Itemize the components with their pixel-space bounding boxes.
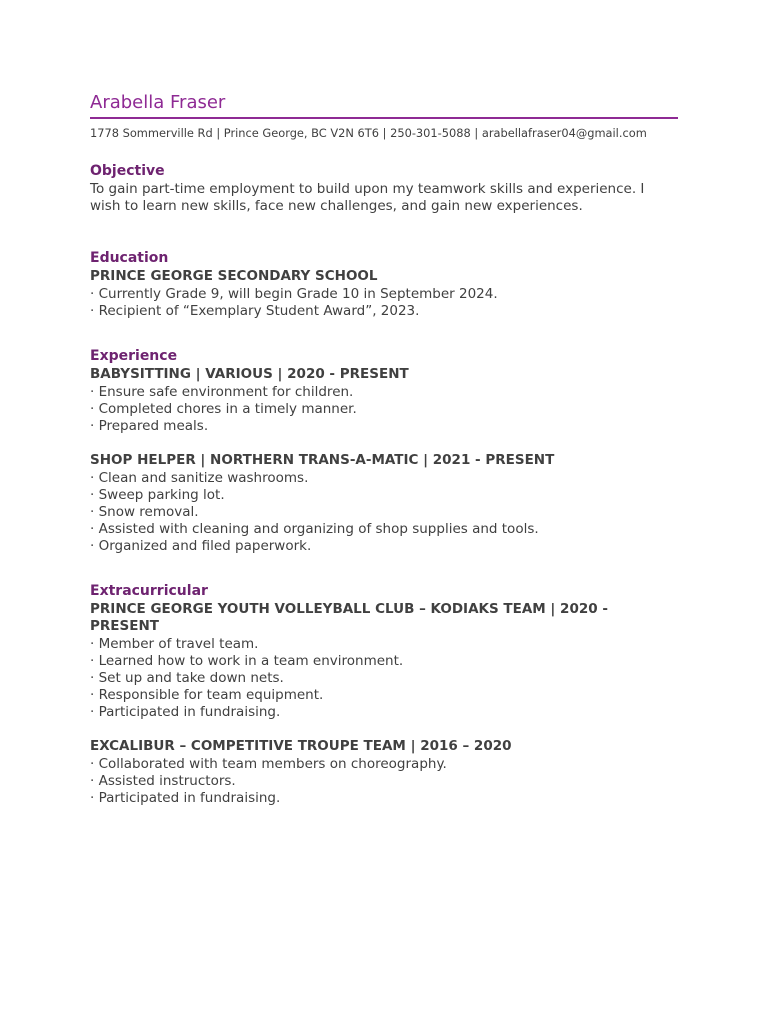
job-duties-list bbox=[90, 470, 678, 555]
list-item: · Prepared meals. bbox=[90, 418, 209, 434]
experience-section bbox=[90, 346, 678, 555]
objective-section bbox=[90, 161, 678, 215]
extracurricular-section bbox=[90, 581, 678, 807]
list-item: · Collaborated with team members on choreography. bbox=[90, 756, 447, 772]
section-title-experience: Experience bbox=[90, 348, 178, 364]
objective-text: To gain part-time employment to build upon my teamwork skills and experience. I wish to learn new skills, face new challenges, and gain new experiences. bbox=[90, 181, 645, 214]
section-title-extracurricular: Extracurricular bbox=[90, 583, 208, 599]
list-item: · Member of travel team. bbox=[90, 636, 259, 652]
list-item: · Sweep parking lot. bbox=[90, 487, 225, 503]
list-item: · Participated in fundraising. bbox=[90, 790, 281, 806]
job-title: BABYSITTING | VARIOUS | 2020 - PRESENT bbox=[90, 366, 409, 382]
activity-entry bbox=[90, 601, 678, 721]
list-item: · Completed chores in a timely manner. bbox=[90, 401, 357, 417]
activity-list bbox=[90, 636, 678, 721]
education-section bbox=[90, 248, 678, 320]
list-item: · Clean and sanitize washrooms. bbox=[90, 470, 309, 486]
list-item: · Currently Grade 9, will begin Grade 10 in September 2024. bbox=[90, 286, 498, 302]
list-item: · Learned how to work in a team environment. bbox=[90, 653, 404, 669]
list-item: · Set up and take down nets. bbox=[90, 670, 284, 686]
list-item: · Ensure safe environment for children. bbox=[90, 384, 354, 400]
section-title-education: Education bbox=[90, 250, 169, 266]
activity-title: EXCALIBUR – COMPETITIVE TROUPE TEAM | 2016 – 2020 bbox=[90, 738, 512, 754]
job-duties-list bbox=[90, 384, 678, 435]
section-title-objective: Objective bbox=[90, 163, 165, 179]
contact-line: 1778 Sommerville Rd | Prince George, BC V2N 6T6 | 250-301-5088 | arabellafraser04@gmail.com bbox=[90, 126, 647, 140]
job-entry bbox=[90, 452, 678, 555]
list-item: · Recipient of “Exemplary Student Award”, 2023. bbox=[90, 303, 420, 319]
list-item: · Assisted with cleaning and organizing of shop supplies and tools. bbox=[90, 521, 539, 537]
list-item: · Responsible for team equipment. bbox=[90, 687, 324, 703]
activity-list bbox=[90, 756, 678, 807]
activity-title: PRINCE GEORGE YOUTH VOLLEYBALL CLUB – KODIAKS TEAM | 2020 - PRESENT bbox=[90, 601, 608, 634]
list-item: · Assisted instructors. bbox=[90, 773, 236, 789]
job-entry bbox=[90, 366, 678, 435]
list-item: · Snow removal. bbox=[90, 504, 199, 520]
list-item: · Participated in fundraising. bbox=[90, 704, 281, 720]
education-list bbox=[90, 286, 678, 320]
education-school: PRINCE GEORGE SECONDARY SCHOOL bbox=[90, 268, 378, 284]
header-divider bbox=[90, 117, 678, 119]
resume-name: Arabella Fraser bbox=[90, 92, 226, 113]
resume-page bbox=[90, 90, 678, 807]
job-title: SHOP HELPER | NORTHERN TRANS-A-MATIC | 2021 - PRESENT bbox=[90, 452, 555, 468]
list-item: · Organized and filed paperwork. bbox=[90, 538, 312, 554]
activity-entry bbox=[90, 738, 678, 807]
